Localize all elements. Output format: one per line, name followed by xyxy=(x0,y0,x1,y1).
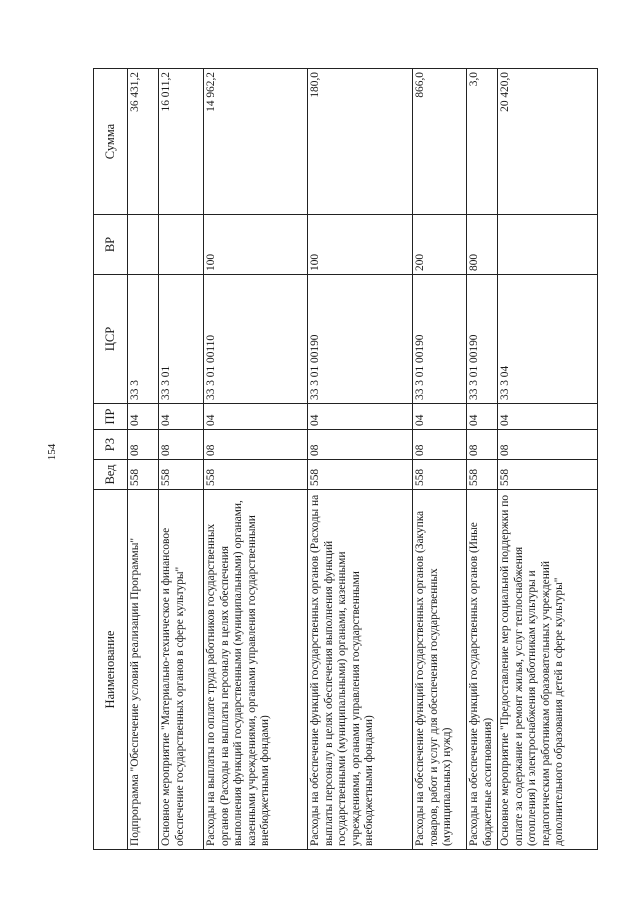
cell-sum: 866,0 xyxy=(413,69,467,215)
header-vr: ВР xyxy=(94,215,128,275)
cell-vr: 100 xyxy=(204,215,308,275)
header-ved: Вед xyxy=(94,460,128,490)
cell-sum: 16 011,2 xyxy=(159,69,204,215)
rotated-table-frame xyxy=(93,69,566,850)
rotated-table-content xyxy=(93,69,566,850)
table-row xyxy=(498,69,598,850)
cell-rz: 08 xyxy=(498,430,598,460)
cell-vr: 100 xyxy=(308,215,413,275)
cell-rz: 08 xyxy=(204,430,308,460)
cell-sum: 36 431,2 xyxy=(128,69,159,215)
cell-csr: 33 3 01 xyxy=(159,275,204,404)
cell-vr: 200 xyxy=(413,215,467,275)
cell-pr: 04 xyxy=(128,404,159,430)
cell-vr xyxy=(498,215,598,275)
cell-pr: 04 xyxy=(413,404,467,430)
header-pr: ПР xyxy=(94,404,128,430)
cell-rz: 08 xyxy=(159,430,204,460)
table-row xyxy=(159,69,204,850)
cell-sum: 20 420,0 xyxy=(498,69,598,215)
table-row xyxy=(204,69,308,850)
cell-sum: 3,0 xyxy=(467,69,498,215)
cell-name: Подпрограмма "Обеспечение условий реализации Программы" xyxy=(128,490,159,850)
header-name: Наименование xyxy=(94,490,128,850)
cell-sum: 14 962,2 xyxy=(204,69,308,215)
cell-csr: 33 3 04 xyxy=(498,275,598,404)
cell-rz: 08 xyxy=(128,430,159,460)
cell-vr xyxy=(159,215,204,275)
cell-pr: 04 xyxy=(467,404,498,430)
cell-name: Основное мероприятие "Материально-техническое и финансовое обеспечение государственных органов в сфере культуры" xyxy=(159,490,204,850)
table-row xyxy=(413,69,467,850)
cell-name: Расходы на обеспечение функций государственных органов (Расходы на выплаты персоналу в целях обеспечения выполнения функций государственными (муниципальными) органами, казенными учреждениями, органами управления государственными внебюджетными фондами) xyxy=(308,490,413,850)
cell-csr: 33 3 01 00110 xyxy=(204,275,308,404)
cell-csr: 33 3 xyxy=(128,275,159,404)
cell-ved: 558 xyxy=(159,460,204,490)
header-sum: Сумма xyxy=(94,69,128,215)
cell-ved: 558 xyxy=(308,460,413,490)
table-row xyxy=(467,69,498,850)
cell-csr: 33 3 01 00190 xyxy=(413,275,467,404)
header-rz: РЗ xyxy=(94,430,128,460)
table-row xyxy=(308,69,413,850)
cell-ved: 558 xyxy=(128,460,159,490)
cell-rz: 08 xyxy=(308,430,413,460)
cell-sum: 180,0 xyxy=(308,69,413,215)
table-row xyxy=(128,69,159,850)
cell-csr: 33 3 01 00190 xyxy=(467,275,498,404)
cell-ved: 558 xyxy=(467,460,498,490)
cell-name: Расходы на выплаты по оплате труда работников государственных органов (Расходы на выплаты персоналу в целях обеспечения выполнения функций государственными (муниципальными) органами, казенными учреждениями, органами управления государственными внебюджетными фондами) xyxy=(204,490,308,850)
cell-vr xyxy=(128,215,159,275)
cell-pr: 04 xyxy=(204,404,308,430)
cell-name: Расходы на обеспечение функций государственных органов (Иные бюджетные ассигнования) xyxy=(467,490,498,850)
cell-vr: 800 xyxy=(467,215,498,275)
budget-table xyxy=(93,68,598,850)
cell-name: Расходы на обеспечение функций государственных органов (Закупка товаров, работ и услуг для обеспечения государственных (муниципальных) нужд) xyxy=(413,490,467,850)
header-csr: ЦСР xyxy=(94,275,128,404)
cell-ved: 558 xyxy=(413,460,467,490)
cell-rz: 08 xyxy=(467,430,498,460)
page-number: 154 xyxy=(46,443,58,461)
cell-csr: 33 3 01 00190 xyxy=(308,275,413,404)
cell-pr: 04 xyxy=(498,404,598,430)
cell-pr: 04 xyxy=(159,404,204,430)
cell-ved: 558 xyxy=(204,460,308,490)
cell-rz: 08 xyxy=(413,430,467,460)
cell-name: Основное мероприятие "Предоставление мер социальной поддержки по оплате за содержание и ремонт жилья, услуг теплоснабжения (отопления) и электроснабжения работникам культуры и педагогическим работникам образовательных учреждений дополнительного образования детей в сфере культуры" xyxy=(498,490,598,850)
cell-ved: 558 xyxy=(498,460,598,490)
cell-pr: 04 xyxy=(308,404,413,430)
table-header-row xyxy=(94,69,128,850)
